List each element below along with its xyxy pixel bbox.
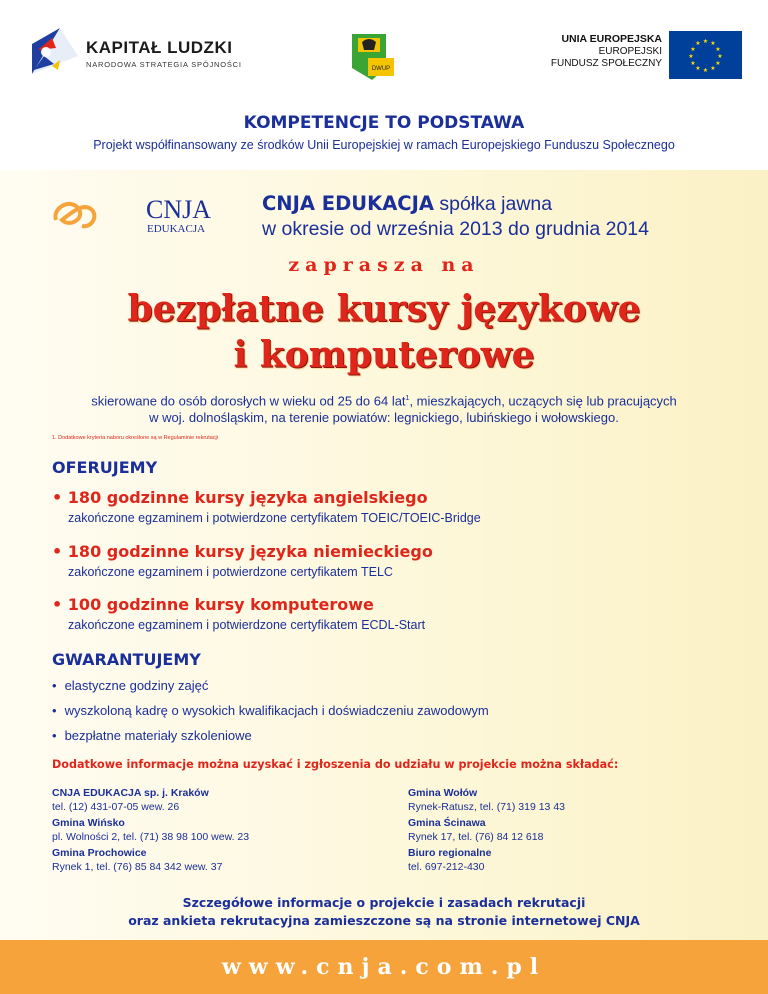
svg-text:★: ★ (688, 53, 694, 60)
course-desc: zakończone egzaminem i potwierdzone certyfikatem ECDL-Start (68, 618, 426, 632)
contact-detail: Rynek-Ratusz, tel. (71) 319 13 43 (408, 801, 565, 813)
organizer-name-rest: spółka jawna (433, 193, 553, 215)
contact-name: Biuro regionalne (408, 847, 492, 859)
target-part1: skierowane do osób dorosłych w wieku od 25 do 64 lat (91, 393, 406, 409)
contact-entry (408, 846, 491, 874)
contact-detail: tel. (12) 431-07-05 wew. 26 (52, 801, 180, 813)
course-title-text: 100 godzinne kursy komputerowe (67, 595, 374, 614)
contact-entry (52, 786, 209, 814)
bottom-info-line1: Szczegółowe informacje o projekcie i zasadach rekrutacji (182, 895, 586, 910)
eu-line1: UNIA EUROPEJSKA (561, 33, 662, 45)
guarantee-item: • elastyczne godziny zajęć (52, 678, 209, 693)
program-title: KOMPETENCJE TO PODSTAWA (243, 113, 525, 133)
cnja-logo-name: CNJA (146, 195, 212, 224)
contact-name: Gmina Wińsko (52, 817, 125, 829)
guarantee-item: • wyszkoloną kadrę o wysokich kwalifikacjach i doświadczeniu zawodowym (52, 703, 489, 718)
kapital-ludzki-subtitle: NARODOWA STRATEGIA SPÓJNOŚCI (86, 60, 242, 69)
program-subtitle: Projekt współfinansowany ze środków Unii Europejskiej w ramach Europejskiego Funduszu Społecznego (93, 138, 675, 152)
invite-text: zaprasza na (288, 254, 480, 276)
contact-entry (408, 816, 543, 844)
course-item (52, 595, 425, 632)
contact-name: Gmina Prochowice (52, 847, 147, 859)
guarantee-item-text: elastyczne godziny zajęć (64, 678, 209, 693)
course-item (52, 542, 433, 579)
course-item (52, 488, 481, 525)
course-title: • 100 godzinne kursy komputerowe (52, 595, 374, 614)
contact-name: CNJA EDUKACJA sp. j. Kraków (52, 787, 209, 799)
organizer-name (262, 192, 552, 216)
svg-text:★: ★ (695, 65, 701, 72)
svg-text:★: ★ (690, 46, 696, 53)
course-desc: zakończone egzaminem i potwierdzone certyfikatem TOEIC/TOEIC-Bridge (68, 511, 481, 525)
svg-text:★: ★ (702, 67, 709, 74)
contact-detail: tel. 697-212-430 (408, 861, 485, 873)
contacts-intro: Dodatkowe informacje można uzyskać i zgłoszenia do udziału w projekcie można składać: (52, 758, 619, 771)
cnja-logo (52, 194, 222, 234)
bottom-info (0, 894, 768, 930)
svg-text:★: ★ (715, 60, 721, 67)
kapital-ludzki-logo (30, 26, 80, 76)
footer-bar (0, 940, 768, 994)
contact-entry (52, 816, 249, 844)
guarantee-item: • bezpłatne materiały szkoleniowe (52, 728, 252, 743)
offer-title: OFERUJEMY (52, 458, 158, 477)
headline-line2: i komputerowe (233, 334, 535, 376)
guarantee-item-text: bezpłatne materiały szkoleniowe (64, 728, 252, 743)
contact-entry (408, 786, 565, 814)
eu-text (551, 33, 662, 71)
contact-name: Gmina Ścinawa (408, 817, 486, 829)
guarantee-title: GWARANTUJEMY (52, 650, 201, 669)
header (0, 0, 768, 170)
kapital-ludzki-title: KAPITAŁ LUDZKI (86, 38, 233, 57)
svg-text:★: ★ (695, 40, 701, 47)
main-content (0, 170, 768, 940)
svg-text:★: ★ (710, 65, 716, 72)
headline-line1: bezpłatne kursy językowe (127, 288, 641, 330)
course-title-text: 180 godzinne kursy języka niemieckiego (67, 542, 433, 561)
svg-text:★: ★ (702, 38, 709, 45)
organizer-name-bold: CNJA EDUKACJA (262, 192, 434, 215)
course-title-text: 180 godzinne kursy języka angielskiego (67, 488, 428, 507)
svg-text:★: ★ (715, 46, 721, 53)
course-desc: zakończone egzaminem i potwierdzone certyfikatem TELC (68, 565, 393, 579)
target-audience (0, 390, 768, 426)
contact-detail: Rynek 17, tel. (76) 84 12 618 (408, 831, 544, 843)
dwup-logo (346, 32, 398, 82)
dwup-logo-text: DWUP (371, 66, 391, 72)
svg-text:★: ★ (717, 53, 723, 60)
course-title: • 180 godzinne kursy języka angielskiego (52, 488, 428, 507)
eu-line2: EUROPEJSKI (598, 45, 662, 57)
contact-entry (52, 846, 222, 874)
course-title: • 180 godzinne kursy języka niemieckiego (52, 542, 433, 561)
cnja-logo-sub: EDUKACJA (147, 223, 206, 234)
target-sup: 1 (405, 395, 410, 402)
target-line2: w woj. dolnośląskim, na terenie powiatów: legnickiego, lubińskiego i wołowskiego. (149, 410, 619, 426)
contact-name: Gmina Wołów (408, 787, 478, 799)
svg-text:★: ★ (710, 40, 716, 47)
website-link[interactable]: www.cnja.com.pl (221, 954, 547, 980)
eu-line3: FUNDUSZ SPOŁECZNY (550, 58, 662, 69)
contact-detail: pl. Wolności 2, tel. (71) 38 98 100 wew. 23 (52, 831, 250, 843)
contact-detail: Rynek 1, tel. (76) 85 84 342 wew. 37 (52, 861, 223, 873)
svg-text:★: ★ (690, 60, 696, 67)
footnote: 1. Dodatkowe kryteria naboru określone są w Regulaminie rekrutacji (52, 435, 218, 441)
eu-flag-icon (669, 31, 742, 79)
organizer-period: w okresie od września 2013 do grudnia 2014 (262, 218, 650, 240)
target-line1 (0, 390, 768, 409)
bottom-info-line2: oraz ankieta rekrutacyjna zamieszczone są na stronie internetowej CNJA (128, 913, 640, 928)
guarantee-item-text: wyszkoloną kadrę o wysokich kwalifikacjach i doświadczeniu zawodowym (64, 703, 489, 718)
target-part2: , mieszkających, uczących się lub pracujących (409, 393, 677, 409)
